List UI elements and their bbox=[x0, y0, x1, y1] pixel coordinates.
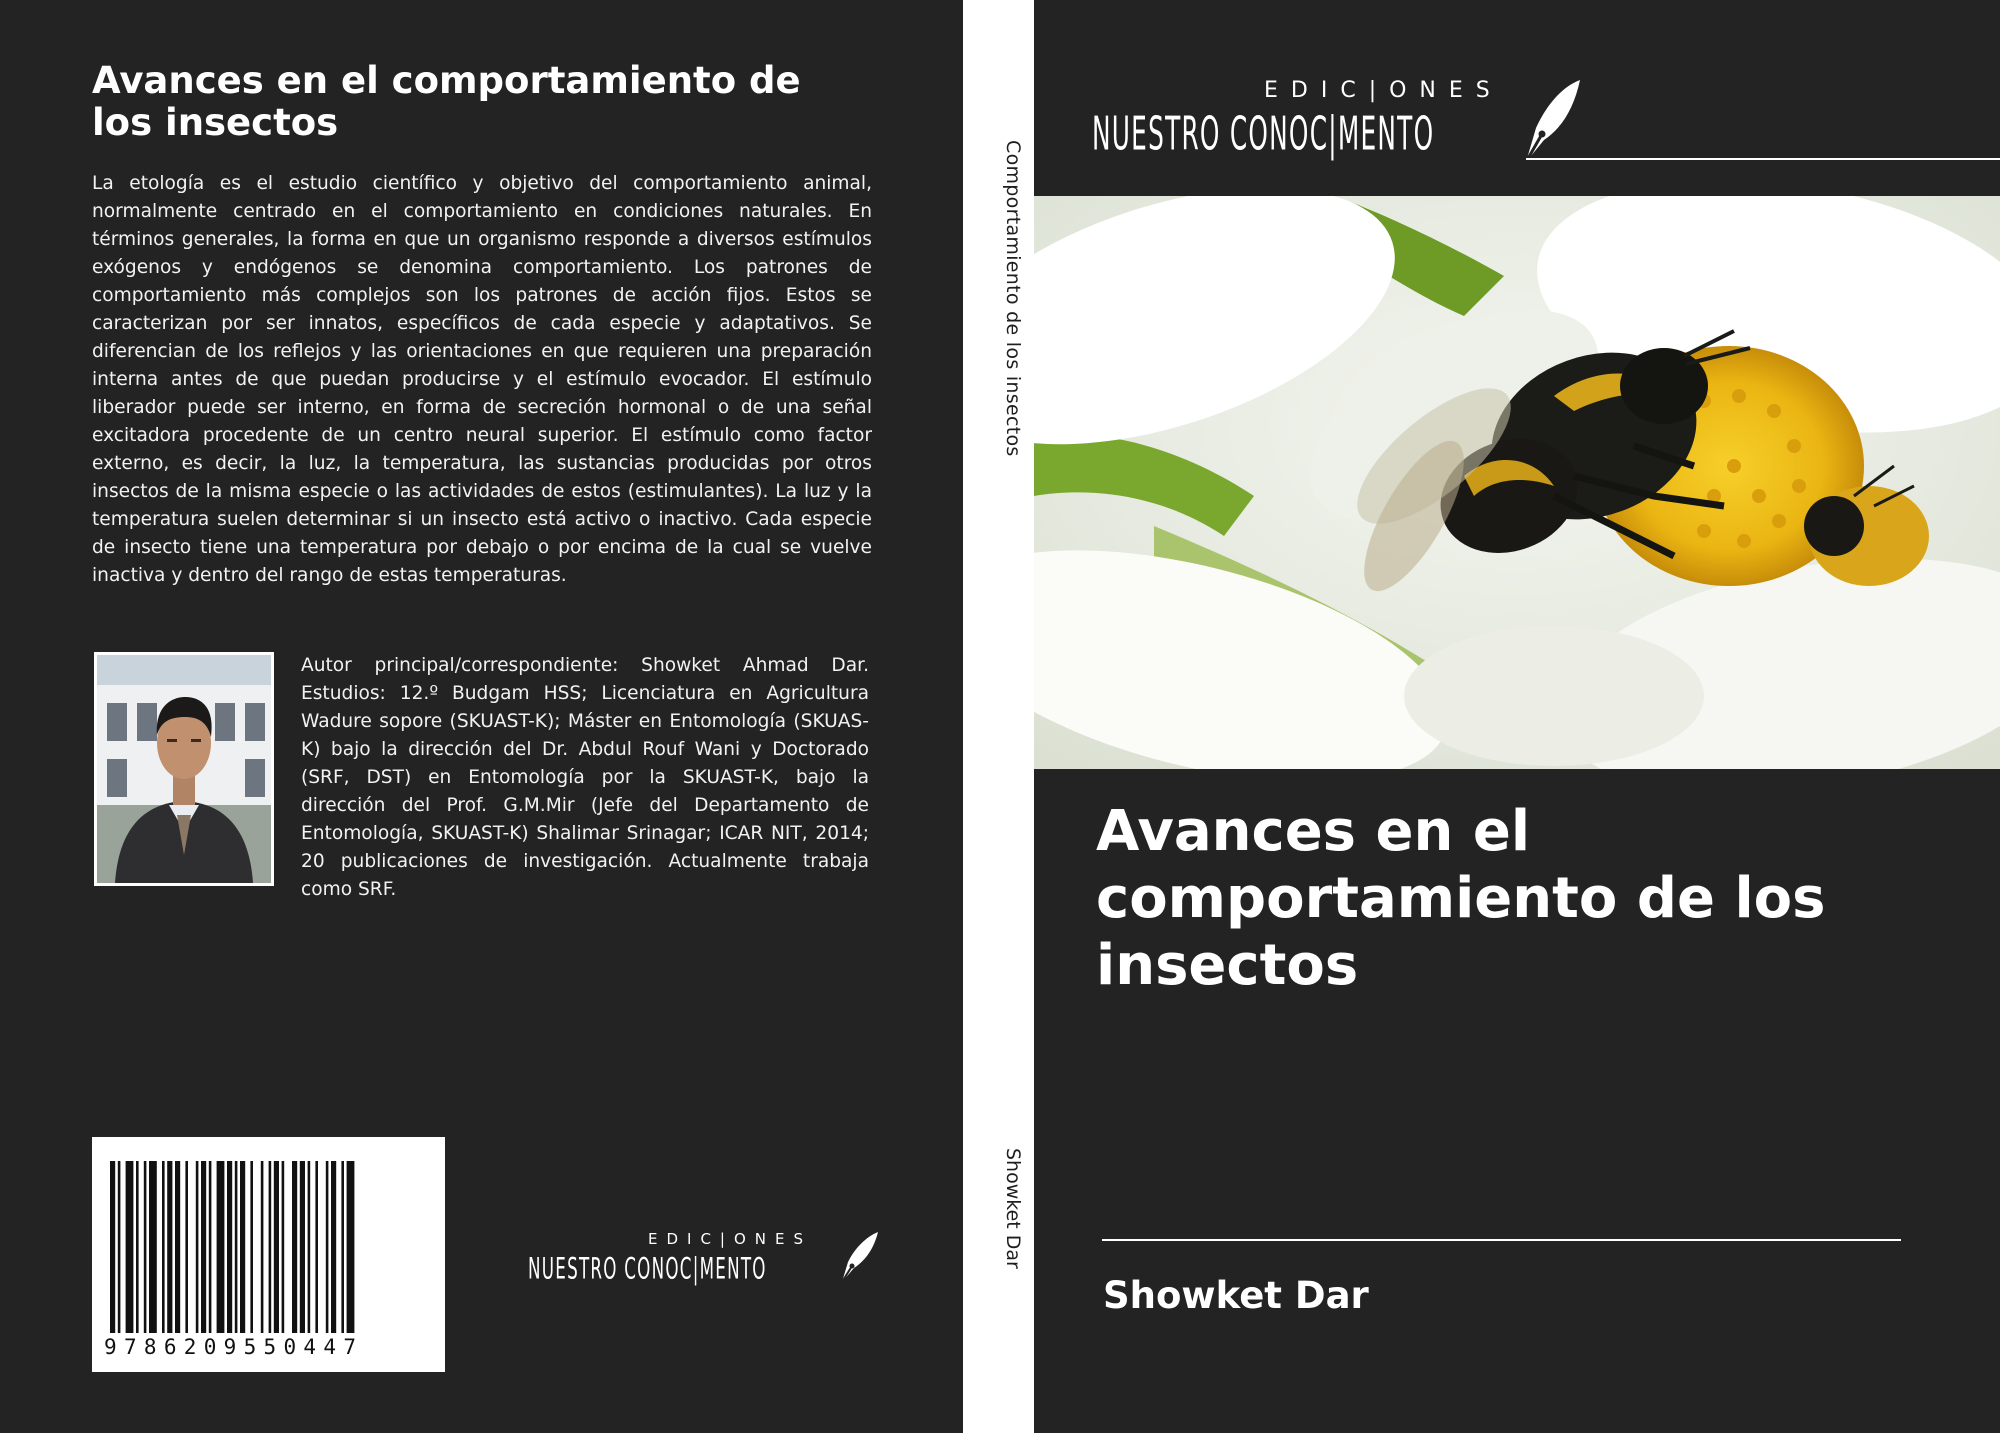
barcode-bar bbox=[315, 1161, 318, 1333]
barcode-bar bbox=[235, 1161, 238, 1333]
barcode-bar bbox=[274, 1161, 279, 1333]
barcode-bar bbox=[308, 1161, 311, 1333]
barcode-bar bbox=[217, 1161, 225, 1333]
barcode-bar bbox=[250, 1161, 253, 1333]
isbn-barcode bbox=[92, 1137, 445, 1372]
barcode-bar bbox=[162, 1161, 165, 1333]
barcode-bar bbox=[261, 1161, 264, 1333]
barcode-bar bbox=[136, 1161, 139, 1333]
barcode-bar bbox=[240, 1161, 245, 1333]
barcode-bar bbox=[110, 1161, 115, 1333]
front-top-rule bbox=[1526, 158, 2000, 160]
author-photo bbox=[94, 652, 274, 886]
barcode-bar bbox=[167, 1161, 172, 1333]
barcode-bars bbox=[110, 1161, 426, 1333]
back-publisher-logo bbox=[528, 1230, 888, 1290]
bumblebee-on-flower-image bbox=[1034, 196, 2000, 769]
cover-photo bbox=[1034, 196, 2000, 769]
publisher-logo-line1: EDIC|ONES bbox=[1264, 78, 1503, 103]
back-cover-blurb: La etología es el estudio científico y objetivo del comportamiento animal, normalmente centrado en el comportamiento en condiciones naturales. En términos generales, la forma en que un organismo responde a diversos estímulos exógenos y endógenos se denomina comportamiento. Los patrones de comportamiento más complejos son los patrones de acción fijos. Estos se caracterizan por ser innatos, específicos de cada especie y adaptativos. Se diferencian de los reflejos y las orientaciones en que requieren una preparación interna antes de que puedan producirse y el estímulo evocador. El estímulo liberador puede ser interno, en forma de secreción hormonal o de una señal excitadora procedente de un centro neural superior. El estímulo como factor externo, es decir, la luz, la temperatura, las sustancias producidas por otros insectos de la misma especie o las actividades de estos (estimulantes). La luz y la temperatura suelen determinar si un insecto está activo o inactivo. Cada especie de insecto tiene una temperatura por debajo o por encima de la cual se vuelve inactiva y dentro del rango de estas temperaturas. bbox=[92, 173, 872, 586]
barcode-bar bbox=[126, 1161, 134, 1333]
author-bio: Autor principal/correspondiente: Showket Ahmad Dar. Estudios: 12.º Budgam HSS; Licenciatura en Agricultura Wadure sopore (SKUAST-K); Máster en Entomología (SKUAS-K) bajo la dirección del Dr. Abdul Rouf Wani y Doctorado (SRF, DST) en Entomología por la SKUAST-K, bajo la dirección del Prof. G.M.Mir (Jefe del Departamento de Entomología, SKUAST-K) Shalimar Srinagar; ICAR NIT, 2014; 20 publicaciones de investigación. Actualmente trabaja como SRF. bbox=[301, 655, 869, 900]
barcode-bar bbox=[175, 1161, 180, 1333]
publisher-logo-line1: EDIC|ONES bbox=[648, 1230, 813, 1248]
pen-nib-icon bbox=[838, 1230, 882, 1286]
barcode-digits: 9786209550447 bbox=[104, 1335, 364, 1359]
barcode-bar bbox=[269, 1161, 272, 1333]
barcode-bar bbox=[331, 1161, 336, 1333]
front-author-rule bbox=[1102, 1239, 1901, 1241]
spine-title: Comportamiento de los insectos bbox=[1002, 140, 1024, 457]
barcode-bar bbox=[347, 1161, 355, 1333]
barcode-bar bbox=[282, 1161, 285, 1333]
barcode-bar bbox=[300, 1161, 305, 1333]
barcode-bar bbox=[326, 1161, 329, 1333]
author-portrait-image bbox=[97, 655, 271, 883]
front-cover-author: Showket Dar bbox=[1103, 1274, 1369, 1317]
barcode-bar bbox=[118, 1161, 121, 1333]
barcode-bar bbox=[227, 1161, 232, 1333]
publisher-logo-line2: NUESTRO CONOC|MENTO bbox=[1092, 108, 1435, 161]
front-cover-title: Avances en el comportamiento de los insectos bbox=[1096, 799, 1826, 998]
barcode-bar bbox=[292, 1161, 297, 1333]
spine-author: Showket Dar bbox=[1002, 1148, 1024, 1269]
front-publisher-logo bbox=[1092, 78, 1592, 164]
barcode-bar bbox=[201, 1161, 206, 1333]
publisher-logo-line2: NUESTRO CONOC|MENTO bbox=[528, 1252, 767, 1287]
pen-nib-icon bbox=[1522, 78, 1584, 166]
barcode-bar bbox=[144, 1161, 147, 1333]
barcode-bar bbox=[209, 1161, 212, 1333]
barcode-bar bbox=[341, 1161, 344, 1333]
barcode-bar bbox=[149, 1161, 157, 1333]
barcode-bar bbox=[196, 1161, 199, 1333]
back-cover-title: Avances en el comportamiento de los insectos bbox=[92, 59, 801, 144]
barcode-bar bbox=[185, 1161, 188, 1333]
